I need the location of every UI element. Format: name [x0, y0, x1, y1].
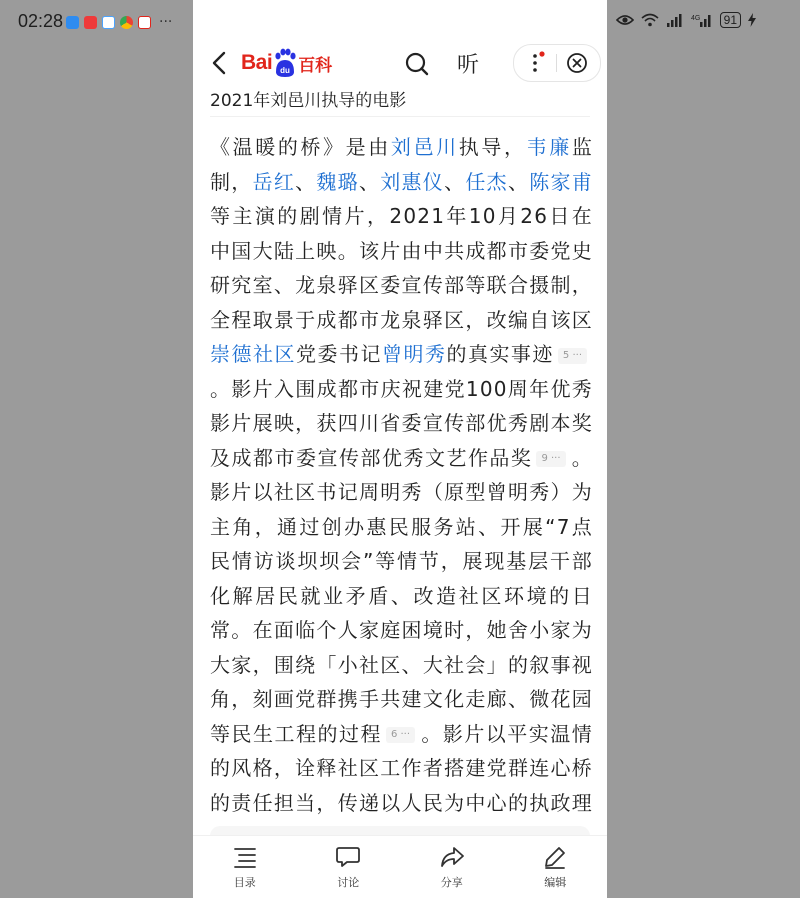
article-text: 执导， — [458, 135, 527, 159]
article-summary — [210, 130, 593, 855]
signal-icon — [666, 13, 684, 27]
reference-badge[interactable]: 5 ··· — [558, 348, 587, 364]
status-time: 02:28 — [18, 11, 64, 31]
capsule-divider — [556, 54, 557, 72]
article-text: 等主演的剧情片，2021年10月26日在中国大陆上映。该片由中共成都市委党史研究室、龙泉驿区委宣传部等联合摄制，全程取景于成都市龙泉驿区，改编自该区 — [210, 204, 593, 332]
system-status — [616, 12, 756, 28]
article-text: 。影片入围成都市庆祝建党100周年优秀影片展映，获四川省委宣传部优秀剧本奖及成都市委宣传部优秀文艺作品奖 — [210, 376, 593, 470]
chat-bubble-icon — [335, 845, 361, 869]
article-text: 党委书记 — [295, 342, 382, 366]
search-icon[interactable] — [403, 50, 431, 78]
tab-label: 目录 — [233, 875, 256, 889]
browser-app-icon — [102, 16, 115, 29]
bottom-toolbar — [193, 835, 607, 898]
link-person[interactable]: 曾明秀 — [381, 342, 447, 366]
link-actor[interactable]: 任杰 — [465, 169, 508, 194]
baike-page — [193, 0, 607, 898]
mini-program-capsule — [513, 44, 601, 82]
baidu-baike-logo[interactable] — [241, 46, 332, 80]
link-community[interactable]: 崇德社区 — [210, 342, 296, 366]
tab-share[interactable] — [412, 845, 492, 890]
separator: 、 — [295, 169, 317, 194]
entry-subtitle: 2021年刘邑川执导的电影 — [210, 91, 407, 111]
listen-button[interactable]: 听 — [457, 53, 480, 78]
tab-label: 编辑 — [544, 875, 567, 889]
article-text: 。影片以社区书记周明秀（原型曾明秀）为主角，通过创办惠民服务站、开展“7点民情访谈坝坝会”等情节，展现基层干部化解居民就业矛盾、改造社区环境的日常。在面临个人家庭困境时，她舍小家为大家，围绕「小社区、大社会」的叙事视角，刻画党群携手共建文化走廊、微花园等民生工程的过程 — [210, 445, 594, 746]
logo-baike-text: 百科 — [298, 55, 333, 76]
eye-comfort-icon — [616, 13, 634, 27]
tab-label: 分享 — [440, 875, 463, 889]
logo-du-text: du — [280, 66, 291, 75]
baidu-paw-icon — [273, 48, 297, 78]
separator: 、 — [358, 169, 381, 194]
reference-badge[interactable]: 9 ··· — [536, 451, 565, 467]
link-director[interactable]: 刘邑川 — [390, 135, 459, 159]
signal-4g-icon — [691, 13, 713, 27]
mail-app-icon — [84, 16, 97, 29]
pencil-icon — [542, 845, 568, 869]
tab-discussion[interactable] — [308, 845, 388, 890]
top-nav — [193, 38, 607, 92]
back-arrow-icon[interactable] — [207, 50, 233, 76]
link-actor[interactable]: 魏璐 — [316, 169, 359, 194]
share-arrow-icon — [439, 845, 465, 869]
separator: 、 — [444, 169, 466, 194]
reference-badge[interactable]: 6 ··· — [386, 727, 415, 743]
chrome-app-icon — [120, 16, 133, 29]
article-text: 的真实事迹 — [446, 342, 554, 366]
article-text: 《温暖的桥》是由 — [210, 135, 391, 159]
list-icon — [232, 845, 258, 869]
more-dots-icon[interactable] — [528, 51, 546, 75]
wifi-icon — [641, 13, 659, 27]
close-circle-icon[interactable] — [566, 52, 588, 74]
battery-icon: 91 — [720, 12, 741, 28]
article-text: 。影片以平实温情的风格，诠释社区工作者搭建党群连心桥的责任担当，传递以人民为中心的执政理 — [210, 721, 593, 815]
logo-bai-text: Bai — [241, 51, 273, 74]
notification-icons — [66, 14, 172, 30]
separator: 、 — [507, 169, 530, 194]
link-actor[interactable]: 刘惠仪 — [380, 169, 445, 194]
link-actor[interactable]: 陈家甫 — [529, 169, 593, 194]
link-actor[interactable]: 岳红 — [252, 169, 296, 194]
charging-bolt-icon — [748, 13, 756, 27]
tab-label: 讨论 — [337, 875, 360, 889]
link-supervisor[interactable]: 韦廉 — [526, 135, 572, 159]
baidu-app-icon — [138, 16, 151, 29]
subtitle-divider — [210, 116, 590, 117]
more-notifications-icon: ··· — [159, 14, 173, 30]
tab-edit[interactable] — [515, 845, 595, 890]
article-text: 监制， — [210, 135, 594, 194]
message-app-icon — [66, 16, 79, 29]
svg-text:4G: 4G — [690, 15, 700, 22]
tab-contents[interactable] — [205, 845, 285, 890]
